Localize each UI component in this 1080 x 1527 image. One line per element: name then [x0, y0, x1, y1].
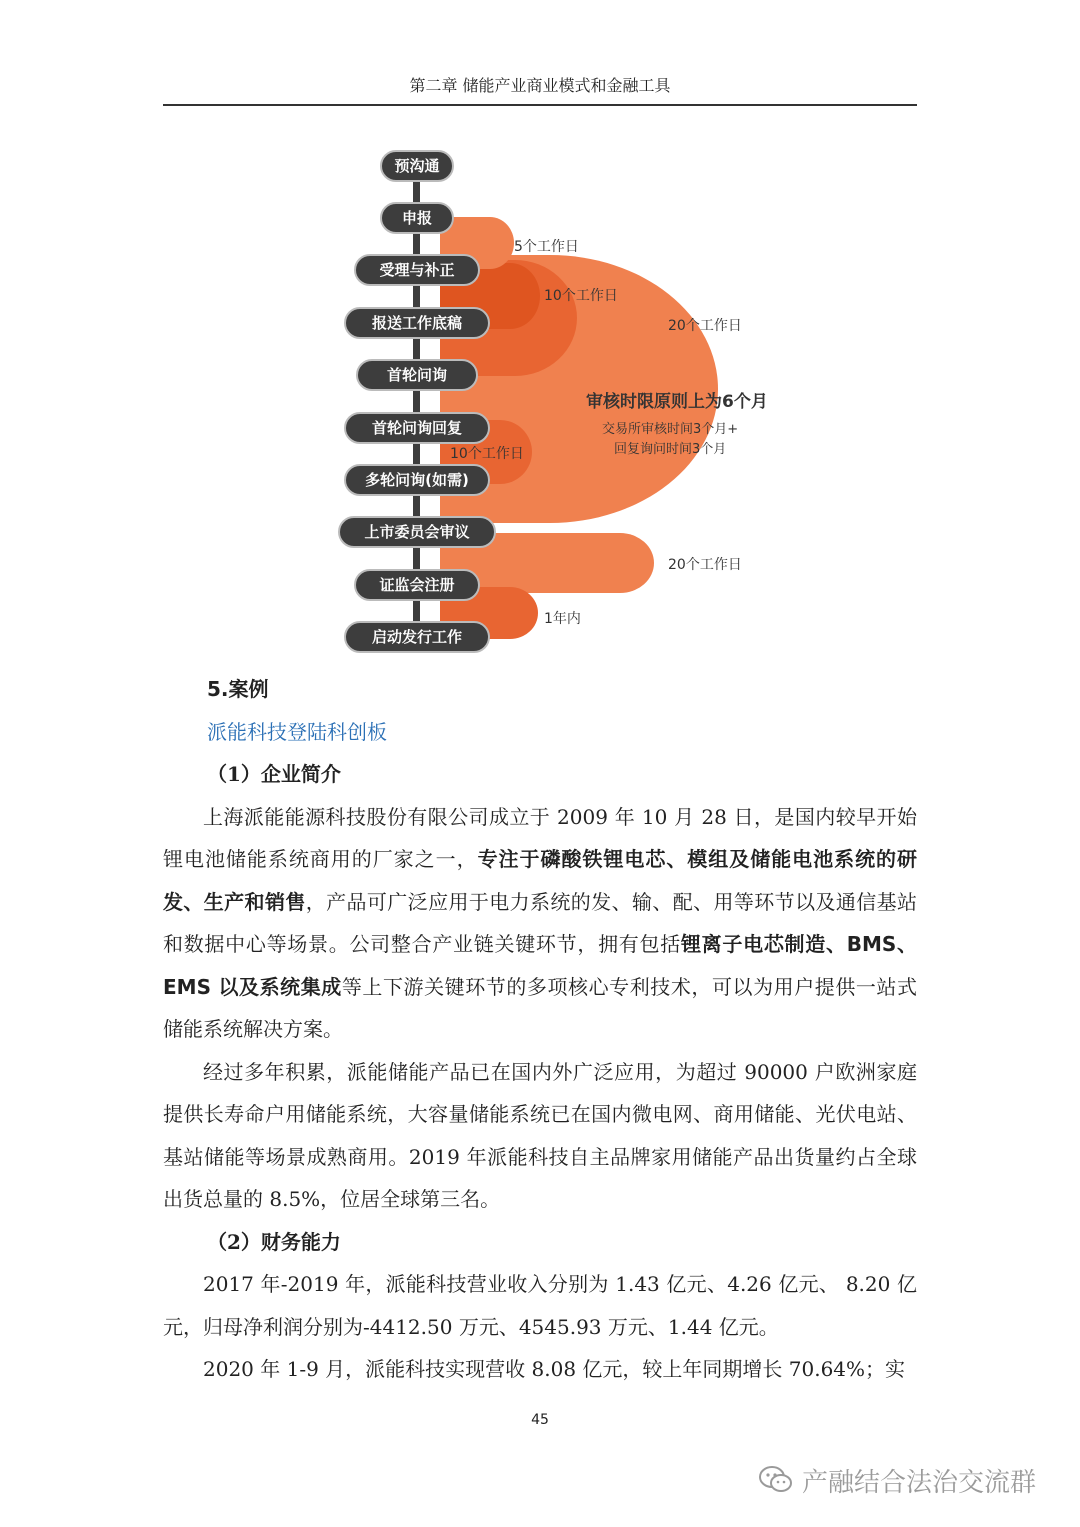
page-header: [163, 72, 917, 106]
step-label: 受理与补正: [379, 261, 455, 279]
step-label: 预沟通: [394, 157, 440, 175]
subsection-heading: （1）企业简介: [207, 762, 341, 786]
section-heading: 5.案例: [207, 677, 269, 701]
step-label: 上市委员会审议: [364, 523, 470, 541]
duration-label: 1年内: [544, 611, 581, 627]
step-pill: [345, 308, 489, 338]
bold-text: 锂离子电芯制造、BMS、EMS 以及系统集成: [163, 932, 917, 999]
step-pill: [345, 622, 489, 652]
review-detail: 回复询问时间3个月: [614, 442, 727, 457]
text-run: 上海派能能源科技股份有限公司成立于 2009 年 10 月 28 日，是国内较早开始锂电池储能系统商用的厂家之一，: [163, 804, 917, 871]
step-label: 首轮问询回复: [371, 419, 463, 437]
step-pill: [357, 360, 477, 390]
wechat-icon: [758, 1465, 794, 1495]
step-pill: [355, 570, 479, 600]
step-pill: [339, 517, 495, 547]
step-pill: [345, 413, 489, 443]
duration-label: 20个工作日: [668, 318, 742, 334]
page-number: 45: [531, 1412, 549, 1428]
step-label: 报送工作底稿: [371, 314, 463, 332]
case-title: 派能科技登陆科创板: [207, 719, 387, 744]
duration-label: 5个工作日: [514, 239, 579, 255]
text-run: 等上下游关键环节的多项核心专利技术，可以为用户提供一站式储能系统解决方案。: [163, 974, 917, 1041]
review-detail: 交易所审核时间3个月+: [602, 422, 739, 437]
step-pill: [345, 465, 489, 495]
ipo-process-diagram: [330, 145, 810, 660]
step-label: 首轮问询: [386, 366, 448, 384]
bold-text: 专注于磷酸铁锂电芯、模组及储能电池系统的研发、生产和销售: [163, 847, 918, 914]
review-title: 审核时限原则上为6个月: [586, 392, 768, 412]
step-label: 多轮问询(如需): [365, 471, 469, 489]
step-pill: [381, 203, 453, 233]
duration-label: 10个工作日: [544, 288, 618, 304]
body-content: [163, 668, 917, 1391]
step-label: 启动发行工作: [371, 628, 463, 646]
step-pill: [381, 151, 453, 181]
header-title: 第二章 储能产业商业模式和金融工具: [409, 76, 671, 95]
step-label: 证监会注册: [379, 576, 455, 594]
step-pill: [355, 255, 479, 285]
paragraph: 经过多年积累，派能储能产品已在国内外广泛应用，为超过 90000 户欧洲家庭提供长寿命户用储能系统，大容量储能系统已在国内微电网、商用储能、光伏电站、基站储能等场景成熟商用。2019 年派能科技自主品牌家用储能产品出货量约占全球出货总量的 8.5%，位居全球第三名。: [163, 1059, 917, 1211]
step-label: 申报: [401, 209, 433, 227]
paragraph: 2017 年-2019 年，派能科技营业收入分别为 1.43 亿元、4.26 亿元、 8.20 亿元，归母净利润分别为-4412.50 万元、4545.93 万元、1.44 亿元。: [163, 1272, 917, 1339]
paragraph: [163, 796, 917, 1051]
watermark: [758, 1458, 1036, 1502]
duration-label: 10个工作日: [450, 446, 524, 462]
subsection-heading: （2）财务能力: [207, 1229, 341, 1254]
watermark-text: 产融结合法治交流群: [802, 1467, 1037, 1498]
text-run: ，产品可广泛应用于电力系统的发、输、配、用等环节以及通信基站和数据中心等场景。公司整合产业链关键环节，拥有包括: [163, 889, 918, 956]
duration-label: 20个工作日: [668, 557, 742, 573]
paragraph: 2020 年 1-9 月，派能科技实现营收 8.08 亿元，较上年同期增长 70.64%；实: [203, 1357, 906, 1381]
